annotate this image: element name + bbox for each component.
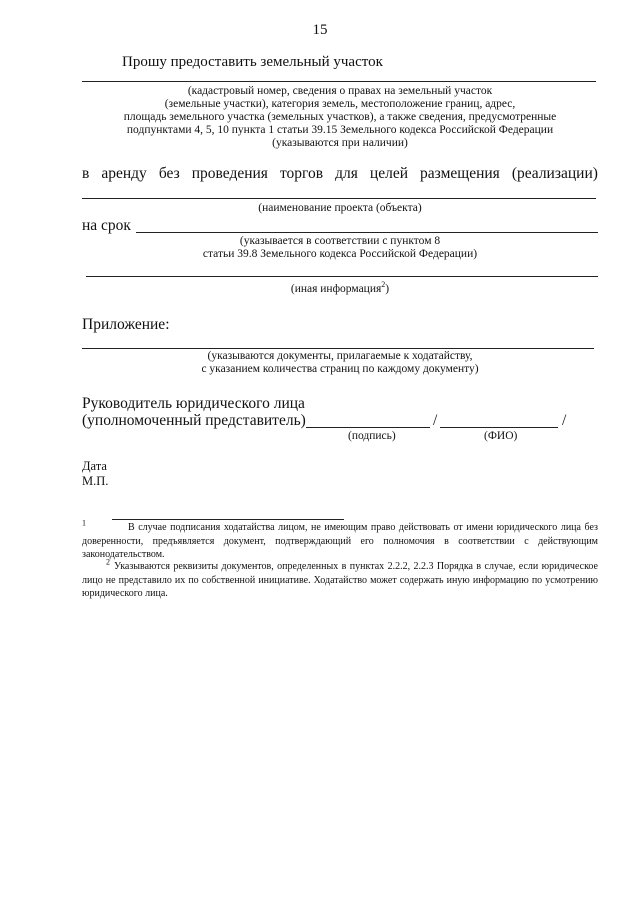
head-title: Руководитель юридического лица xyxy=(82,395,305,412)
footnote-text: В случае подписания ходатайства лицом, не имеющим право действовать от имени юридического лица без доверенности, предъявляется документ, подтверждающий его полномочия в соответствии с действующим законодательством. xyxy=(82,522,598,560)
other-info-close: ) xyxy=(385,283,390,295)
land-caption-line: (земельные участки), категория земель, местоположение границ, адрес, xyxy=(164,98,516,110)
head-subtitle: (уполномоченный представитель) xyxy=(82,412,306,429)
other-info-caption xyxy=(60,280,620,296)
request-title: Прошу предоставить земельный участок xyxy=(122,54,383,70)
footnote-mark: 1 xyxy=(82,518,86,528)
term-caption xyxy=(60,235,620,261)
lease-word: (реализации) xyxy=(511,165,598,182)
appendix-caption-line: с указанием количества страниц по каждому документу) xyxy=(201,363,479,375)
other-info-line xyxy=(86,276,598,277)
lease-word: без xyxy=(158,165,180,182)
land-caption-line: (указываются при наличии) xyxy=(272,137,408,149)
lease-word: торгов xyxy=(279,165,324,182)
footnote-ref-2: 2 xyxy=(381,280,386,290)
lease-word: аренду xyxy=(101,165,147,182)
appendix-label: Приложение: xyxy=(82,316,170,333)
footnote-2 xyxy=(82,557,598,601)
appendix-line xyxy=(82,348,594,349)
lease-word: для xyxy=(335,165,358,182)
footnote-text: Указываются реквизиты документов, определенных в пунктах 2.2.2, 2.2.3 Порядка в случае, если юридическое лицо не представило их по собственной инициативе. Ходатайство может содержать иную информацию по усмотрению юридического лица. xyxy=(82,561,598,599)
land-caption-line: площадь земельного участка (земельных участков), а также сведения, предусмотренные xyxy=(123,111,557,123)
slash-divider: / xyxy=(433,412,438,429)
project-caption: (наименование проекта (объекта) xyxy=(258,202,422,214)
lease-line xyxy=(82,165,598,183)
land-caption-line: (кадастровый номер, сведения о правах на земельный участок xyxy=(187,85,493,97)
term-label: на срок xyxy=(82,217,131,234)
fio-caption: (ФИО) xyxy=(484,430,518,442)
term-caption-line: (указывается в соответствии с пунктом 8 xyxy=(239,235,441,247)
footnote-separator xyxy=(112,519,344,520)
signature-line xyxy=(306,427,430,428)
lease-word: размещения xyxy=(420,165,500,182)
lease-word: проведения xyxy=(191,165,268,182)
other-info-text: (иная информация xyxy=(290,283,382,295)
term-caption-line: статьи 39.8 Земельного кодекса Российской Федерации) xyxy=(202,248,478,260)
page-number: 15 xyxy=(312,22,328,38)
date-label: Дата xyxy=(82,459,107,473)
stamp-label: М.П. xyxy=(82,474,109,488)
footnote-1 xyxy=(82,518,598,562)
appendix-caption xyxy=(60,350,620,376)
term-line xyxy=(136,232,598,233)
land-info-line xyxy=(82,81,596,82)
land-caption xyxy=(60,85,620,150)
signature-caption: (подпись) xyxy=(348,430,396,442)
lease-word: целей xyxy=(369,165,408,182)
slash-divider: / xyxy=(562,412,567,429)
footnote-mark: 2 xyxy=(106,557,110,567)
project-line xyxy=(82,198,596,199)
land-caption-line: подпунктами 4, 5, 10 пункта 1 статьи 39.15 Земельного кодекса Российской Федерации xyxy=(126,124,554,136)
appendix-caption-line: (указываются документы, прилагаемые к ходатайству, xyxy=(207,350,473,362)
lease-word: в xyxy=(82,165,90,182)
fio-line xyxy=(440,427,558,428)
